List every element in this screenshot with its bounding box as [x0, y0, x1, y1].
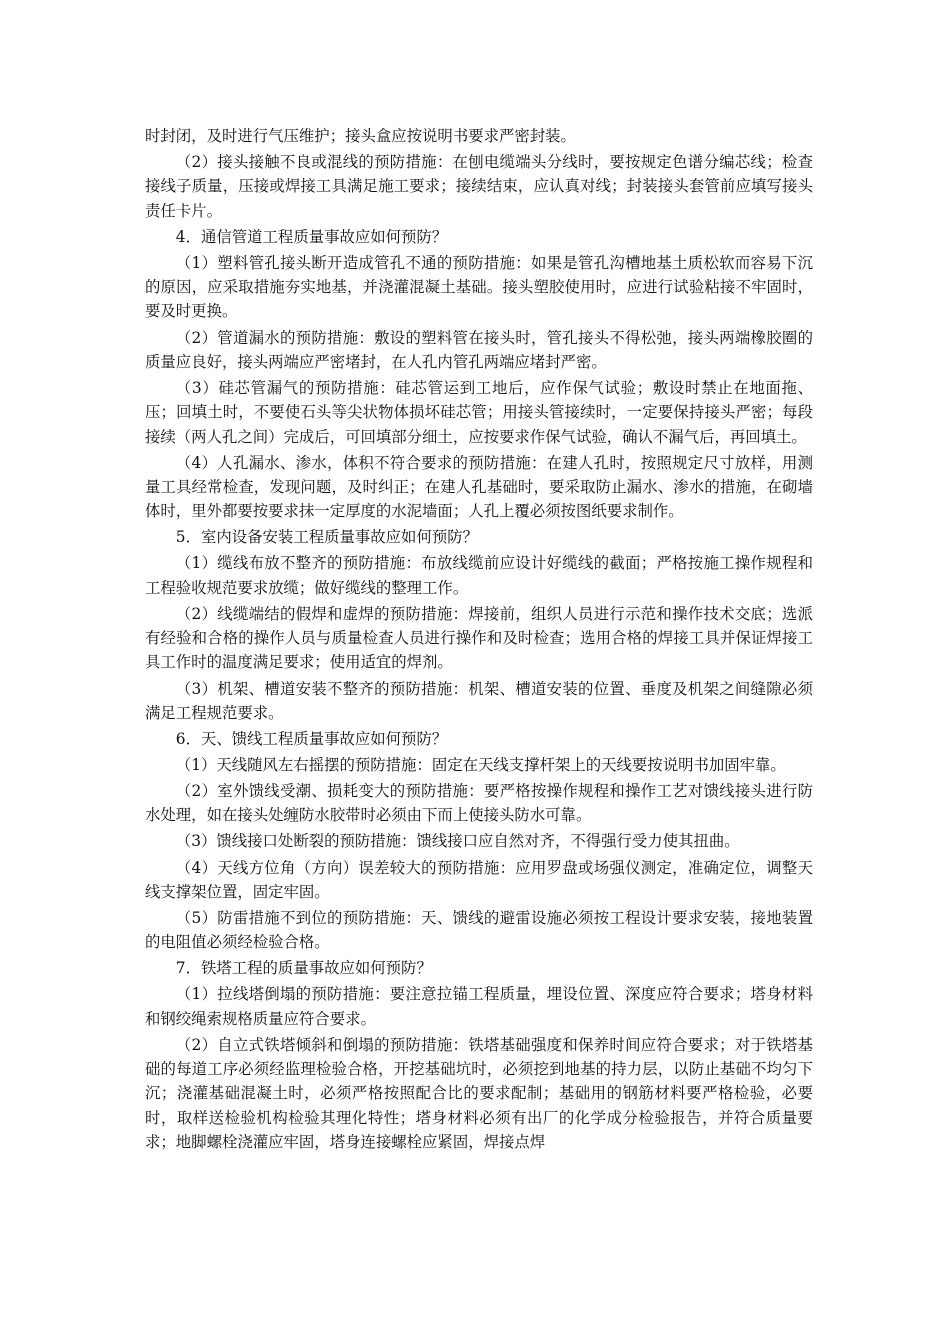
paragraph-item: （3）硅芯管漏气的预防措施：硅芯管运到工地后，应作保气试验；敷设时禁止在地面拖、压；回填土时，不要使石头等尖状物体损坏硅芯管；用接头管接续时，一定要保持接头严密；每段接续（两人孔之间）完成后，可回填部分细土，应按要求作保气试验，确认不漏气后，再回填土。: [145, 378, 813, 446]
paragraph-continuation: 时封闭，及时进行气压维护；接头盒应按说明书要求严密封装。: [145, 127, 576, 145]
paragraph-item: （4）天线方位角（方向）误差较大的预防措施：应用罗盘或场强仪测定，准确定位，调整天线支撑架位置，固定牢固。: [145, 858, 813, 901]
section-heading: 6．天、馈线工程质量事故应如何预防？: [175, 729, 448, 748]
paragraph-item: （2）室外馈线受潮、损耗变大的预防措施：要严格按操作规程和操作工艺对馈线接头进行防水处理，如在接头处缠防水胶带时必须由下而上使接头防水可靠。: [145, 782, 813, 825]
paragraph-item: （1）缆线布放不整齐的预防措施：布放线缆前应设计好缆线的截面；严格按施工操作规程和工程验收规范要求放缆；做好缆线的整理工作。: [145, 554, 813, 597]
section-heading: 7．铁塔工程的质量事故应如何预防？: [175, 959, 432, 978]
section-heading: 4．通信管道工程质量事故应如何预防？: [175, 227, 448, 246]
paragraph-item: （1）拉线塔倒塌的预防措施：要注意拉锚工程质量，埋设位置、深度应符合要求；塔身材料和钢绞绳索规格质量应符合要求。: [145, 985, 813, 1028]
document-body: [145, 124, 813, 1156]
paragraph-item: （2）管道漏水的预防措施：敷设的塑料管在接头时，管孔接头不得松弛，接头两端橡胶圈的质量应良好，接头两端应严密堵封，在人孔内管孔两端应堵封严密。: [145, 328, 813, 371]
paragraph-item: （2）线缆端结的假焊和虚焊的预防措施：焊接前，组织人员进行示范和操作技术交底；选派有经验和合格的操作人员与质量检查人员进行操作和及时检查；选用合格的焊接工具并保证焊接工具工作时的温度满足要求；使用适宜的焊剂。: [145, 604, 813, 672]
paragraph-item: （4）人孔漏水、渗水，体积不符合要求的预防措施：在建人孔时，按照规定尺寸放样，用测量工具经常检查，发现问题，及时纠正；在建人孔基础时，要采取防止漏水、渗水的措施，在砌墙体时，里外都要按要求抹一定厚度的水泥墙面；人孔上覆必须按图纸要求制作。: [145, 453, 813, 521]
paragraph-item: （3）机架、槽道安装不整齐的预防措施：机架、槽道安装的位置、垂度及机架之间缝隙必须满足工程规范要求。: [145, 679, 813, 722]
paragraph-item: （1）天线随风左右摇摆的预防措施：固定在天线支撑杆架上的天线要按说明书加固牢靠。: [175, 755, 786, 774]
paragraph-item: （1）塑料管孔接头断开造成管孔不通的预防措施：如果是管孔沟槽地基土质松软而容易下沉的原因，应采取措施夯实地基，并浇灌混凝土基础。接头塑胶使用时，应进行试验粘接不牢固时，要及时更换。: [145, 253, 813, 321]
paragraph-item: （5）防雷措施不到位的预防措施：天、馈线的避雷设施必须按工程设计要求安装，接地装置的电阻值必须经检验合格。: [145, 908, 813, 952]
section-heading: 5．室内设备安装工程质量事故应如何预防？: [175, 528, 479, 547]
paragraph-item: （2）接头接触不良或混线的预防措施：在刨电缆端头分线时，要按规定色谱分编芯线；检查接线子质量，压接或焊接工具满足施工要求；接续结束，应认真对线；封装接头套管前应填写接头责任卡片。: [145, 153, 813, 220]
paragraph-item: （2）自立式铁塔倾斜和倒塌的预防措施：铁塔基础强度和保养时间应符合要求；对于铁塔基础的每道工序必须经监理检验合格，开挖基础坑时，必须挖到地基的持力层，以防止基础不均匀下沉；浇灌基础混凝土时，必须严格按照配合比的要求配制；基础用的钢筋材料要严格检验，必要时，取样送检验机构检验其理化特性；塔身材料必须有出厂的化学成分检验报告，并符合质量要求；地脚螺栓浇灌应牢固，塔身连接螺栓应紧固，焊接点焊: [145, 1035, 813, 1152]
paragraph-item: （3）馈线接口处断裂的预防措施：馈线接口应自然对齐，不得强行受力使其扭曲。: [175, 832, 740, 851]
